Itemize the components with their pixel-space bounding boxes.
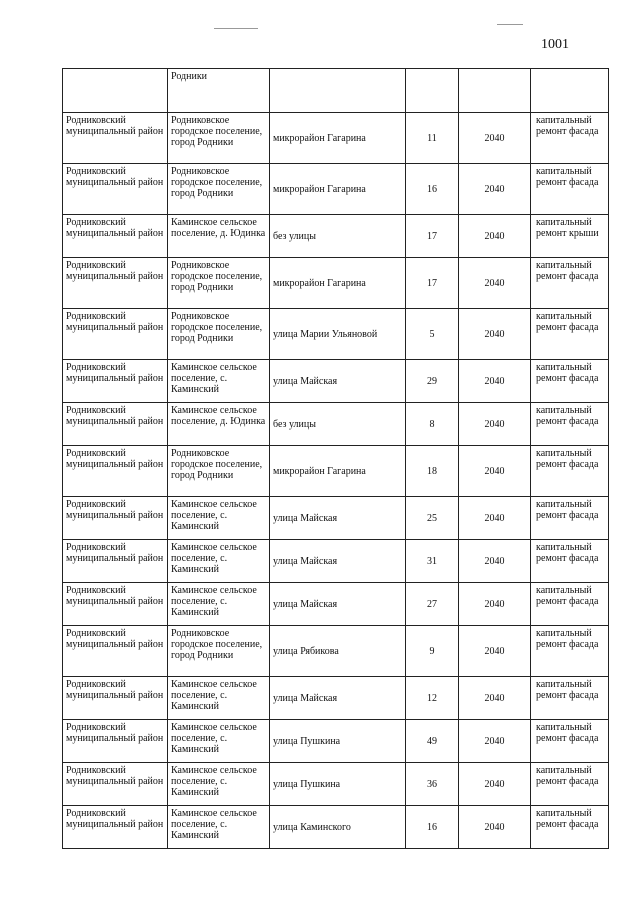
street-cell: без улицы xyxy=(270,215,406,258)
table-row xyxy=(63,164,609,215)
settlement-cell: Каминское сельское поселение, с. Каминский xyxy=(168,720,270,763)
street-cell xyxy=(270,69,406,113)
district-cell: Родниковский муниципальный район xyxy=(63,258,168,309)
scan-artifact-line xyxy=(214,28,258,29)
year-cell: 2040 xyxy=(459,806,531,849)
settlement-cell: Каминское сельское поселение, с. Каминский xyxy=(168,583,270,626)
work-type-cell: капитальный ремонт фасада xyxy=(531,309,609,360)
table-row xyxy=(63,446,609,497)
housing-repair-table xyxy=(62,68,609,849)
district-cell: Родниковский муниципальный район xyxy=(63,215,168,258)
house-number-cell: 18 xyxy=(406,446,459,497)
table-row xyxy=(63,309,609,360)
work-type-cell: капитальный ремонт фасада xyxy=(531,763,609,806)
work-type-cell: капитальный ремонт фасада xyxy=(531,806,609,849)
house-number-cell: 12 xyxy=(406,677,459,720)
house-number-cell xyxy=(406,69,459,113)
work-type-cell: капитальный ремонт фасада xyxy=(531,626,609,677)
year-cell: 2040 xyxy=(459,164,531,215)
street-cell: улица Каминского xyxy=(270,806,406,849)
year-cell: 2040 xyxy=(459,360,531,403)
district-cell: Родниковский муниципальный район xyxy=(63,309,168,360)
table-row xyxy=(63,677,609,720)
settlement-cell: Каминское сельское поселение, с. Каминский xyxy=(168,497,270,540)
street-cell: улица Пушкина xyxy=(270,720,406,763)
settlement-cell: Родниковское городское поселение, город Родники xyxy=(168,446,270,497)
house-number-cell: 8 xyxy=(406,403,459,446)
settlement-cell: Родники xyxy=(168,69,270,113)
street-cell: улица Майская xyxy=(270,540,406,583)
settlement-cell: Каминское сельское поселение, с. Каминский xyxy=(168,540,270,583)
district-cell: Родниковский муниципальный район xyxy=(63,113,168,164)
work-type-cell: капитальный ремонт фасада xyxy=(531,258,609,309)
house-number-cell: 16 xyxy=(406,164,459,215)
settlement-cell: Каминское сельское поселение, с. Каминский xyxy=(168,806,270,849)
district-cell: Родниковский муниципальный район xyxy=(63,763,168,806)
table-row xyxy=(63,583,609,626)
settlement-cell: Каминское сельское поселение, д. Юдинка xyxy=(168,215,270,258)
work-type-cell: капитальный ремонт фасада xyxy=(531,403,609,446)
work-type-cell: капитальный ремонт крыши xyxy=(531,215,609,258)
year-cell: 2040 xyxy=(459,626,531,677)
house-number-cell: 16 xyxy=(406,806,459,849)
street-cell: микрорайон Гагарина xyxy=(270,258,406,309)
street-cell: улица Майская xyxy=(270,583,406,626)
district-cell: Родниковский муниципальный район xyxy=(63,446,168,497)
house-number-cell: 36 xyxy=(406,763,459,806)
house-number-cell: 9 xyxy=(406,626,459,677)
house-number-cell: 17 xyxy=(406,258,459,309)
street-cell: улица Марии Ульяновой xyxy=(270,309,406,360)
year-cell: 2040 xyxy=(459,497,531,540)
house-number-cell: 31 xyxy=(406,540,459,583)
table-row xyxy=(63,403,609,446)
year-cell: 2040 xyxy=(459,677,531,720)
settlement-cell: Родниковское городское поселение, город Родники xyxy=(168,309,270,360)
table-row xyxy=(63,113,609,164)
settlement-cell: Каминское сельское поселение, с. Каминский xyxy=(168,677,270,720)
street-cell: микрорайон Гагарина xyxy=(270,113,406,164)
street-cell: улица Пушкина xyxy=(270,763,406,806)
work-type-cell: капитальный ремонт фасада xyxy=(531,677,609,720)
scan-artifact-line xyxy=(497,24,523,25)
table-row xyxy=(63,720,609,763)
house-number-cell: 11 xyxy=(406,113,459,164)
table-row-continued xyxy=(63,69,609,113)
year-cell: 2040 xyxy=(459,215,531,258)
district-cell: Родниковский муниципальный район xyxy=(63,403,168,446)
work-type-cell: капитальный ремонт фасада xyxy=(531,720,609,763)
settlement-cell: Родниковское городское поселение, город Родники xyxy=(168,258,270,309)
district-cell: Родниковский муниципальный район xyxy=(63,677,168,720)
street-cell: улица Рябикова xyxy=(270,626,406,677)
district-cell: Родниковский муниципальный район xyxy=(63,164,168,215)
street-cell: микрорайон Гагарина xyxy=(270,446,406,497)
district-cell: Родниковский муниципальный район xyxy=(63,360,168,403)
work-type-cell: капитальный ремонт фасада xyxy=(531,446,609,497)
district-cell xyxy=(63,69,168,113)
year-cell: 2040 xyxy=(459,720,531,763)
house-number-cell: 27 xyxy=(406,583,459,626)
work-type-cell: капитальный ремонт фасада xyxy=(531,164,609,215)
settlement-cell: Родниковское городское поселение, город Родники xyxy=(168,626,270,677)
work-type-cell: капитальный ремонт фасада xyxy=(531,113,609,164)
year-cell: 2040 xyxy=(459,583,531,626)
district-cell: Родниковский муниципальный район xyxy=(63,540,168,583)
house-number-cell: 17 xyxy=(406,215,459,258)
table-row xyxy=(63,763,609,806)
street-cell: без улицы xyxy=(270,403,406,446)
year-cell: 2040 xyxy=(459,113,531,164)
year-cell: 2040 xyxy=(459,258,531,309)
district-cell: Родниковский муниципальный район xyxy=(63,626,168,677)
district-cell: Родниковский муниципальный район xyxy=(63,806,168,849)
street-cell: улица Майская xyxy=(270,677,406,720)
house-number-cell: 49 xyxy=(406,720,459,763)
table-row xyxy=(63,497,609,540)
street-cell: микрорайон Гагарина xyxy=(270,164,406,215)
table-row xyxy=(63,360,609,403)
table-row xyxy=(63,540,609,583)
district-cell: Родниковский муниципальный район xyxy=(63,583,168,626)
house-number-cell: 5 xyxy=(406,309,459,360)
year-cell xyxy=(459,69,531,113)
year-cell: 2040 xyxy=(459,309,531,360)
year-cell: 2040 xyxy=(459,403,531,446)
street-cell: улица Майская xyxy=(270,360,406,403)
year-cell: 2040 xyxy=(459,540,531,583)
work-type-cell: капитальный ремонт фасада xyxy=(531,540,609,583)
work-type-cell: капитальный ремонт фасада xyxy=(531,497,609,540)
table-row xyxy=(63,258,609,309)
work-type-cell xyxy=(531,69,609,113)
settlement-cell: Родниковское городское поселение, город Родники xyxy=(168,113,270,164)
street-cell: улица Майская xyxy=(270,497,406,540)
table-row xyxy=(63,215,609,258)
district-cell: Родниковский муниципальный район xyxy=(63,497,168,540)
house-number-cell: 25 xyxy=(406,497,459,540)
table-row xyxy=(63,626,609,677)
house-number-cell: 29 xyxy=(406,360,459,403)
district-cell: Родниковский муниципальный район xyxy=(63,720,168,763)
settlement-cell: Каминское сельское поселение, д. Юдинка xyxy=(168,403,270,446)
work-type-cell: капитальный ремонт фасада xyxy=(531,583,609,626)
settlement-cell: Родниковское городское поселение, город Родники xyxy=(168,164,270,215)
page-number: 1001 xyxy=(541,37,569,52)
settlement-cell: Каминское сельское поселение, с. Каминский xyxy=(168,763,270,806)
table-row xyxy=(63,806,609,849)
settlement-cell: Каминское сельское поселение, с. Каминский xyxy=(168,360,270,403)
year-cell: 2040 xyxy=(459,446,531,497)
year-cell: 2040 xyxy=(459,763,531,806)
work-type-cell: капитальный ремонт фасада xyxy=(531,360,609,403)
